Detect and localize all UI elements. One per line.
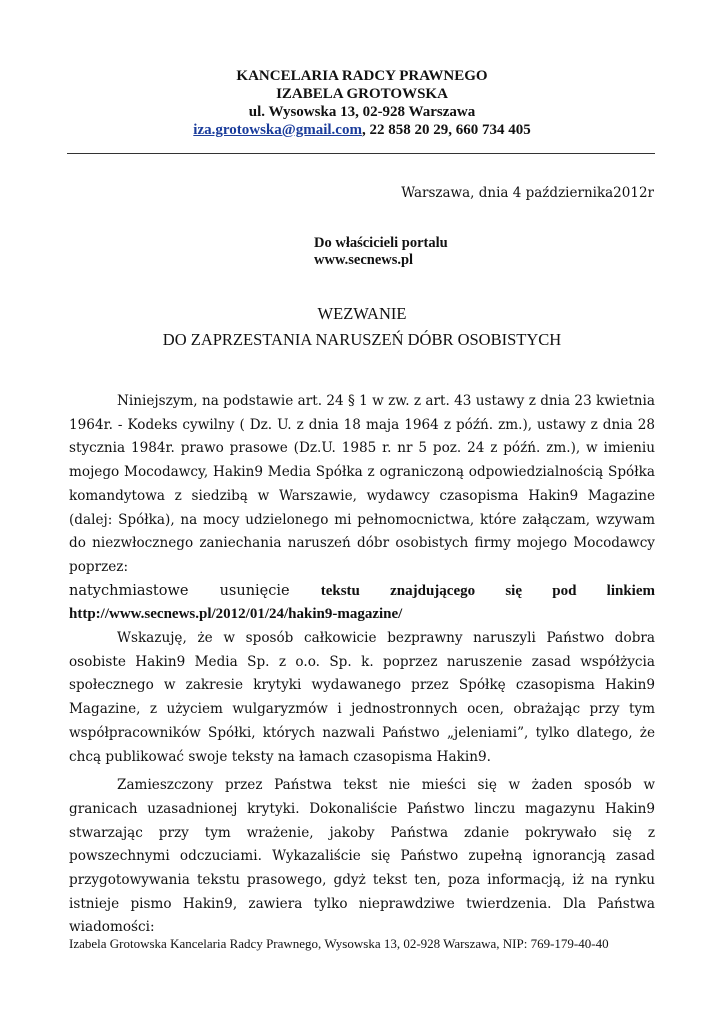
contact-line bbox=[0, 121, 724, 139]
phone-numbers: , 22 858 20 29, 660 734 405 bbox=[361, 122, 531, 138]
lawyer-name: IZABELA GROTOWSKA bbox=[276, 86, 448, 102]
removal-request-bold: tekstu znajdującego się pod linkiem bbox=[320, 582, 655, 599]
addressee-website: www.secnews.pl bbox=[314, 252, 414, 268]
header-divider bbox=[67, 153, 655, 154]
article-url: http://www.secnews.pl/2012/01/24/hakin9-magazine/ bbox=[69, 606, 403, 623]
addressee bbox=[314, 235, 448, 269]
paragraph-2 bbox=[69, 580, 655, 604]
letter-body bbox=[69, 390, 655, 940]
firm-name: KANCELARIA RADCY PRAWNEGO bbox=[236, 68, 488, 84]
firm-address: ul. Wysowska 13, 02-928 Warszawa bbox=[248, 104, 476, 120]
document-title bbox=[0, 301, 724, 353]
email-link[interactable]: iza.grotowska@gmail.com bbox=[193, 122, 362, 138]
letter-date: Warszawa, dnia 4 października2012r bbox=[401, 185, 654, 201]
paragraph-1: Niniejszym, na podstawie art. 24 § 1 w zw. z art. 43 ustawy z dnia 23 kwietnia 1964r. - Kodeks cywilny ( Dz. U. z dnia 18 maja 1964 z późń. zm.), ustawy z dnia 28 stycznia 1984r. prawo prasowe (Dz.U. 1985 r. nr 5 poz. 24 z późń. zm.), w imieniu mojego Mocodawcy, Hakin9 Media Spółka z ograniczoną odpowiedzialnością Spółka komandytowa z siedzibą w Warszawie, wydawcy czasopisma Hakin9 Magazine (dalej: Spółka), na mocy udzielonego mi pełnomocnictwa, które załączam, wzywam do niezwłocznego zaniechania naruszeń dóbr osobistych firmy mojego Mocodawcy poprzez: bbox=[69, 393, 655, 575]
letterhead bbox=[0, 67, 724, 139]
title-line-2: DO ZAPRZESTANIA NARUSZEŃ DÓBR OSOBISTYCH bbox=[162, 330, 562, 349]
removal-request-text: natychmiastowe usunięcie bbox=[69, 582, 321, 599]
addressee-line: Do właścicieli portalu bbox=[314, 235, 448, 251]
title-line-1: WEZWANIE bbox=[317, 304, 407, 323]
page-footer: Izabela Grotowska Kancelaria Radcy Prawnego, Wysowska 13, 02-928 Warszawa, NIP: 769-179-40-40 bbox=[69, 936, 609, 951]
paragraph-3: Wskazuję, że w sposób całkowicie bezprawny naruszyli Państwo dobra osobiste Hakin9 Media Sp. z o.o. Sp. k. poprzez naruszenie zasad współżycia społecznego w zakresie krytyki wydawanego przez Spółkę czasopisma Hakin9 Magazine, z użyciem wulgaryzmów i jednostronnych ocen, obrażając przy tym współpracowników Spółki, których nazwali Państwo „jeleniami”, tylko dlatego, że chcą publikować swoje teksty na łamach czasopisma Hakin9. bbox=[69, 630, 655, 765]
paragraph-4: Zamieszczony przez Państwa tekst nie mieści się w żaden sposób w granicach uzasadnionej krytyki. Dokonaliście Państwo linczu magazynu Hakin9 stwarzając przy tym wrażenie, jakoby Państwa zdanie pokrywało się z powszechnymi odczuciami. Wykazaliście się Państwo zupełną ignorancją zasad przygotowywania tekstu prasowego, gdyż tekst ten, poza informacją, iż na rynku istnieje pismo Hakin9, zawiera tylko nieprawdziwe twierdzenia. Dla Państwa wiadomości: bbox=[69, 777, 655, 936]
